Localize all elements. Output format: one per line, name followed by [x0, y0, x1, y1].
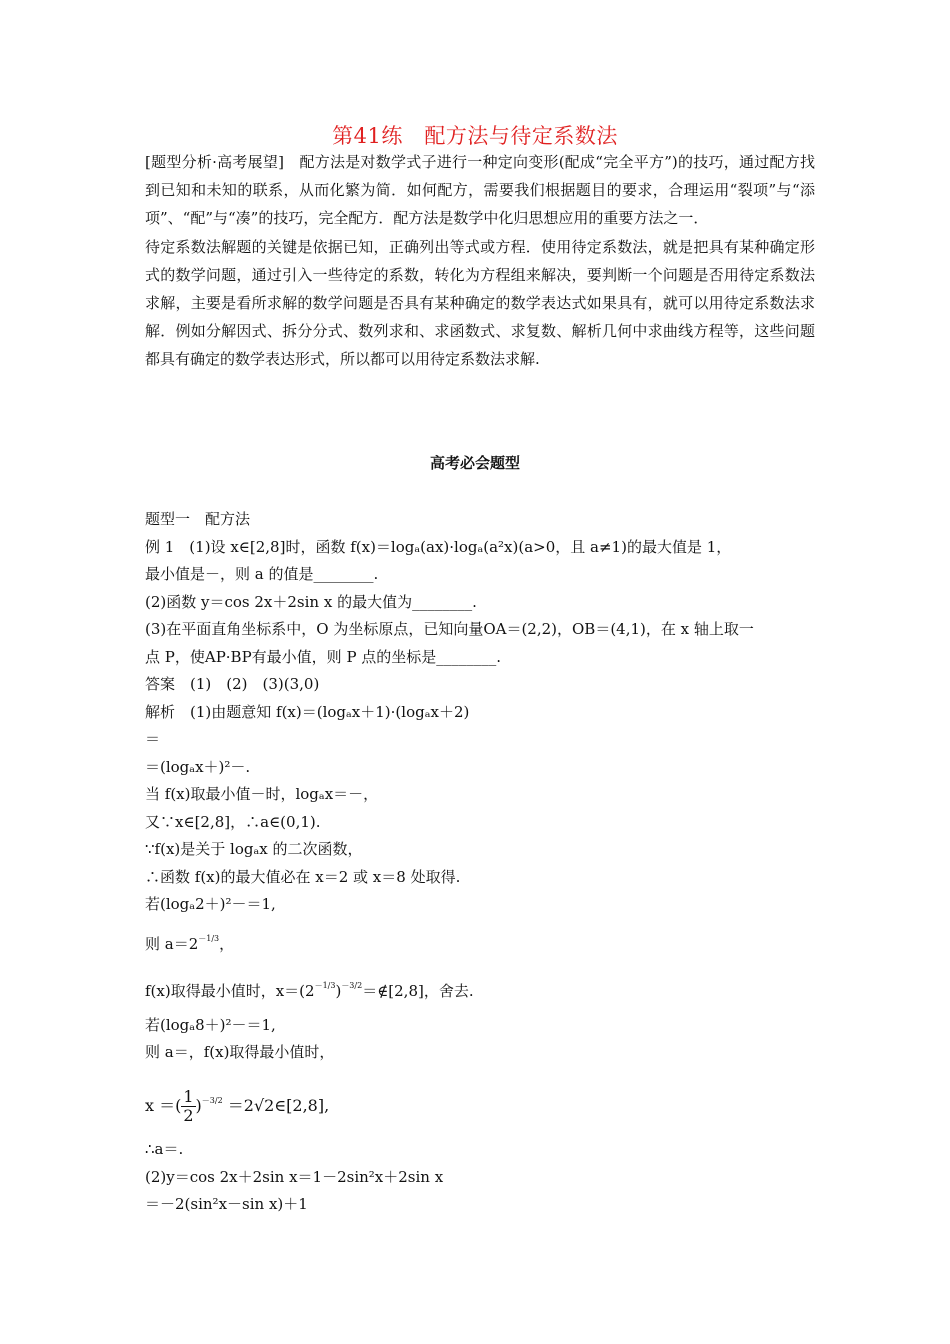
text-line: 答案 (1) (2) (3)(3,0) — [145, 675, 320, 693]
text-line: 若(logₐ2＋)²－＝1, — [145, 895, 276, 913]
text-line: 又∵x∈[2,8]，∴a∈(0,1). — [145, 812, 321, 831]
text-line: 当 f(x)取最小值－时，logₐx＝－， — [145, 785, 379, 803]
text-line: ＝ — [145, 730, 161, 748]
page-title: 第41练 配方法与待定系数法 — [332, 124, 618, 148]
text-line: 例 1 (1)设 x∈[2,8]时，函数 f(x)＝logₐ(ax)·logₐ(a²x)(a>0，且 a≠1)的最大值是 1， — [145, 537, 732, 556]
intro-paragraph-1: [题型分析·高考展望] 配方法是对数学式子进行一种定向变形(配成“完全平方”)的技巧，通过配方找到已知和未知的联系，从而化繁为简．如何配方，需要我们根据题目的要求，合理运用“裂项”与“添项”、“配”与“凑”的技巧，完全配方．配方法是数学中化归思想应用的重要方法之一． — [145, 153, 815, 228]
text-line: ＝(logₐx＋)²－. — [145, 757, 251, 776]
solution-text-bottom — [145, 1136, 825, 1219]
intro-paragraph-2: 待定系数法解题的关键是依据已知，正确列出等式或方程．使用待定系数法，就是把具有某种确定形式的数学问题，通过引入一些待定的系数，转化为方程组来解决，要判断一个问题是否用待定系数法求解，主要是看所求解的数学问题是否具有某种确定的数学表达式如果具有，就可以用待定系数法求解．例如分解因式、拆分分式、数列求和、求函数式、求复数、解析几何中求曲线方程等，这些问题都具有确定的数学表达形式，所以都可以用待定系数法求解. — [145, 237, 815, 369]
text-line: (3)在平面直角坐标系中，O 为坐标原点，已知向量OA＝(2,2)，OB＝(4,1)，在 x 轴上取一 — [145, 620, 754, 638]
text-line: 点 P，使AP·BP有最小值，则 P 点的坐标是________. — [145, 647, 502, 666]
text-line: ∴a＝. — [145, 1140, 184, 1158]
section-heading: 高考必会题型 — [429, 454, 520, 472]
text-line: 若(logₐ8＋)²－＝1, — [145, 1015, 276, 1034]
intro-text — [145, 148, 815, 374]
exponent: －3/2 — [201, 1096, 223, 1105]
exponent: －1/3 — [314, 981, 336, 990]
text-line: ∴函数 f(x)的最大值必在 x＝2 或 x＝8 处取得. — [145, 867, 461, 886]
exponent: －3/2 — [341, 981, 363, 990]
fraction: $\frac{1}{2}$ — [183, 1087, 194, 1125]
text-line: ＝－2(sin²x－sin x)＋1 — [145, 1195, 308, 1213]
then-a-line: 则 $a=2^{-1/3}$， — [145, 933, 235, 953]
solution-text — [145, 506, 825, 1067]
text-line: 题型一 配方法 — [145, 510, 251, 528]
text-line: 则 a＝，f(x)取得最小值时， — [145, 1043, 335, 1061]
text-line: (2)函数 y＝cos 2x＋2sin x 的最大值为________. — [145, 592, 477, 611]
text-line: ∵f(x)是关于 logₐx 的二次函数， — [145, 840, 363, 858]
math-formula: x ＝( $\frac{1}{2}$ )$^{-3/2}$ ＝2√2∈[2,8], — [145, 1087, 330, 1125]
fx-min-line: f(x)取得最小值时，$x=(2^{-1/3})^{-3/2}=\notin[2,8]$，舍去. — [145, 981, 474, 1000]
text-line: (2)y＝cos 2x＋2sin x＝1－2sin²x＋2sin x — [145, 1167, 444, 1186]
exponent: －1/3 — [198, 933, 220, 943]
text-line: 最小值是－，则 a 的值是________. — [145, 565, 379, 583]
text-line: 解析 (1)由题意知 f(x)＝(logₐx＋1)·(logₐx＋2) — [145, 702, 470, 721]
